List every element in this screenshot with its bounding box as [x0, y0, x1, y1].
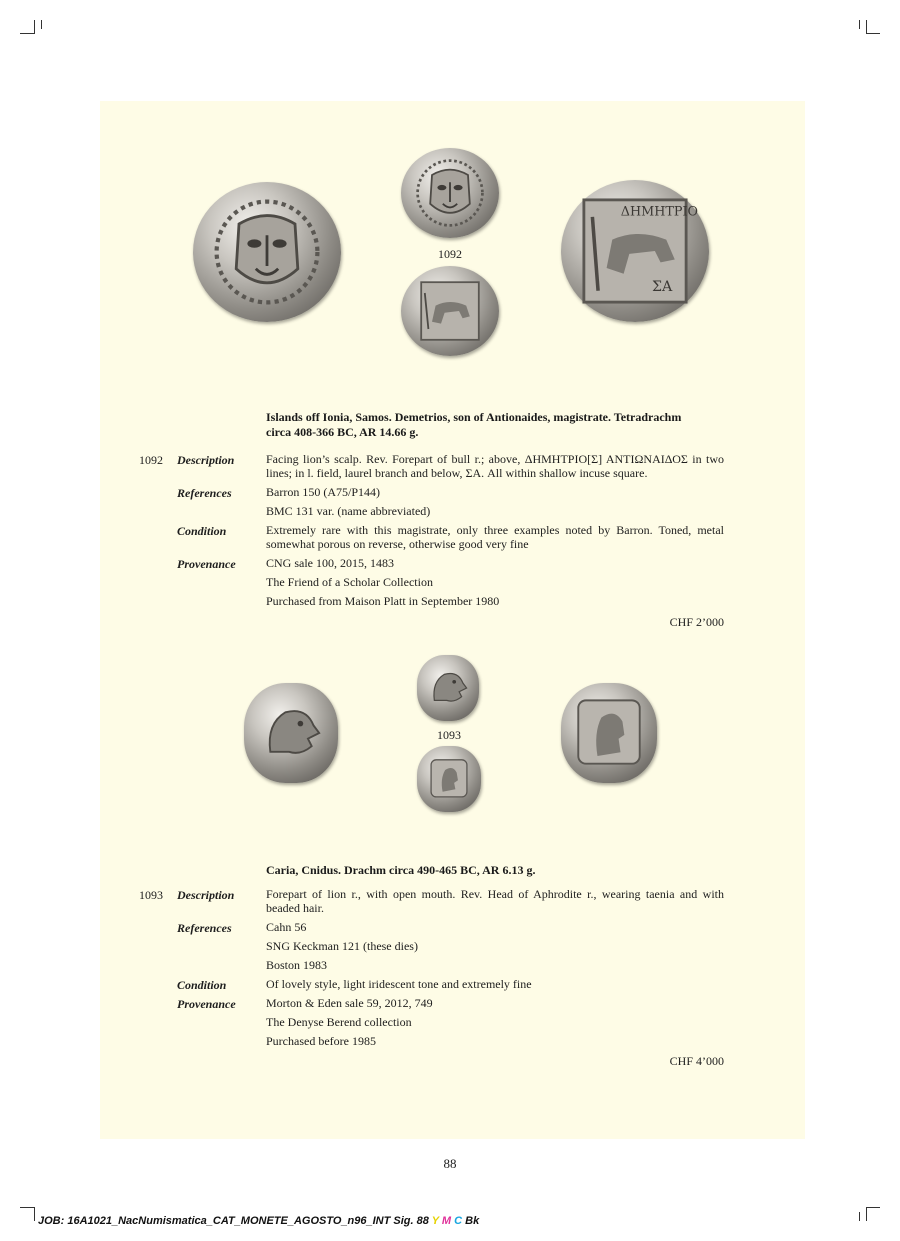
reference-item: SNG Keckman 121 (these dies)	[266, 939, 418, 953]
page-number: 88	[443, 1156, 457, 1171]
crop-mark-tl	[20, 33, 34, 34]
crop-mark-bl	[20, 1207, 34, 1208]
coin-1092-obverse-large	[193, 182, 341, 322]
provenance-item: Morton & Eden sale 59, 2012, 749	[266, 996, 433, 1010]
description-text: Facing lion’s scalp. Rev. Forepart of bull r.; above, ΔΗΜΗΤΡΙΟ[Σ] ΑΝΤΙΩΝΑΙΔΟΣ in two lines; in l. field, laurel branch and below, ΣΑ. All within shallow incuse square.	[266, 452, 724, 480]
provenance-item: The Friend of a Scholar Collection	[266, 575, 433, 589]
coin-1092-obverse-small	[401, 148, 499, 238]
lot-price: CHF 4’000	[669, 1054, 724, 1068]
coin-legend: ΔΗΜΗΤΡΙΟ	[620, 204, 698, 220]
coin-1093-reverse-small	[417, 746, 481, 812]
crop-mark-tl	[41, 20, 42, 29]
crop-mark-tl	[34, 20, 35, 34]
references-label: References	[177, 921, 232, 935]
references-label: References	[177, 486, 232, 500]
crop-mark-br	[866, 1207, 867, 1221]
lion-head-icon	[244, 683, 338, 783]
lot-title-line2: circa 408-366 BC, AR 14.66 g.	[266, 425, 419, 439]
color-mark-black: Bk	[465, 1215, 480, 1227]
provenance-item: The Denyse Berend collection	[266, 1015, 412, 1029]
bull-forepart-icon	[561, 180, 709, 322]
description-label: Description	[177, 453, 235, 467]
provenance-item: CNG sale 100, 2015, 1483	[266, 556, 394, 570]
lot-number: 1092	[139, 453, 163, 467]
coin-1093-obverse-small	[417, 655, 479, 721]
coin-caption-1093: 1093	[437, 728, 461, 742]
reference-item: Cahn 56	[266, 920, 307, 934]
bull-forepart-icon	[401, 266, 499, 356]
lot-title	[266, 410, 736, 440]
color-mark-magenta: M	[441, 1215, 452, 1227]
provenance-label: Provenance	[177, 557, 236, 571]
job-slug-text: JOB: 16A1021_NacNumismatica_CAT_MONETE_AGOSTO_n96_INT Sig. 88	[38, 1215, 429, 1227]
crop-mark-tr	[866, 33, 880, 34]
provenance-label: Provenance	[177, 997, 236, 1011]
description-text: Forepart of lion r., with open mouth. Rev. Head of Aphrodite r., wearing taenia and with beaded hair.	[266, 887, 724, 915]
lion-head-icon	[417, 655, 479, 721]
crop-mark-bl	[34, 1207, 35, 1221]
description-label: Description	[177, 888, 235, 902]
color-mark-yellow: Y	[431, 1215, 439, 1227]
condition-label: Condition	[177, 524, 227, 538]
lion-scalp-icon	[193, 182, 341, 322]
aphrodite-head-icon	[561, 683, 657, 783]
provenance-item: Purchased before 1985	[266, 1034, 376, 1048]
lot-title-line1: Islands off Ionia, Samos. Demetrios, son of Antionaides, magistrate. Tetradrachm	[266, 410, 682, 424]
coin-caption-1092: 1092	[438, 247, 462, 261]
reference-item: Barron 150 (A75/P144)	[266, 485, 380, 499]
provenance-item: Purchased from Maison Platt in September 1980	[266, 594, 500, 608]
reference-item: BMC 131 var. (name abbreviated)	[266, 504, 431, 518]
coin-legend-sa: ΣΑ	[652, 278, 673, 295]
color-mark-cyan: C	[454, 1215, 463, 1227]
crop-mark-br	[859, 1212, 860, 1221]
coin-1093-obverse-large	[244, 683, 338, 783]
crop-mark-tr	[866, 20, 867, 34]
lot-price: CHF 2’000	[669, 615, 724, 629]
crop-mark-tr	[859, 20, 860, 29]
condition-label: Condition	[177, 978, 227, 992]
coin-1092-reverse-small	[401, 266, 499, 356]
lot-number: 1093	[139, 888, 163, 902]
lot-title-line1: Caria, Cnidus. Drachm circa 490-465 BC, AR 6.13 g.	[266, 863, 536, 877]
aphrodite-head-icon	[417, 746, 481, 812]
crop-mark-br	[866, 1207, 880, 1208]
coin-1092-reverse-large	[561, 180, 709, 322]
lot-title	[266, 863, 736, 878]
reference-item: Boston 1983	[266, 958, 328, 972]
job-slug-line	[38, 1215, 479, 1227]
coin-1093-reverse-large	[561, 683, 657, 783]
condition-text: Extremely rare with this magistrate, only three examples noted by Barron. Toned, metal somewhat porous on reverse, otherwise good very fine	[266, 523, 724, 551]
lion-scalp-icon	[401, 148, 499, 238]
condition-text: Of lovely style, light iridescent tone and extremely fine	[266, 977, 532, 991]
